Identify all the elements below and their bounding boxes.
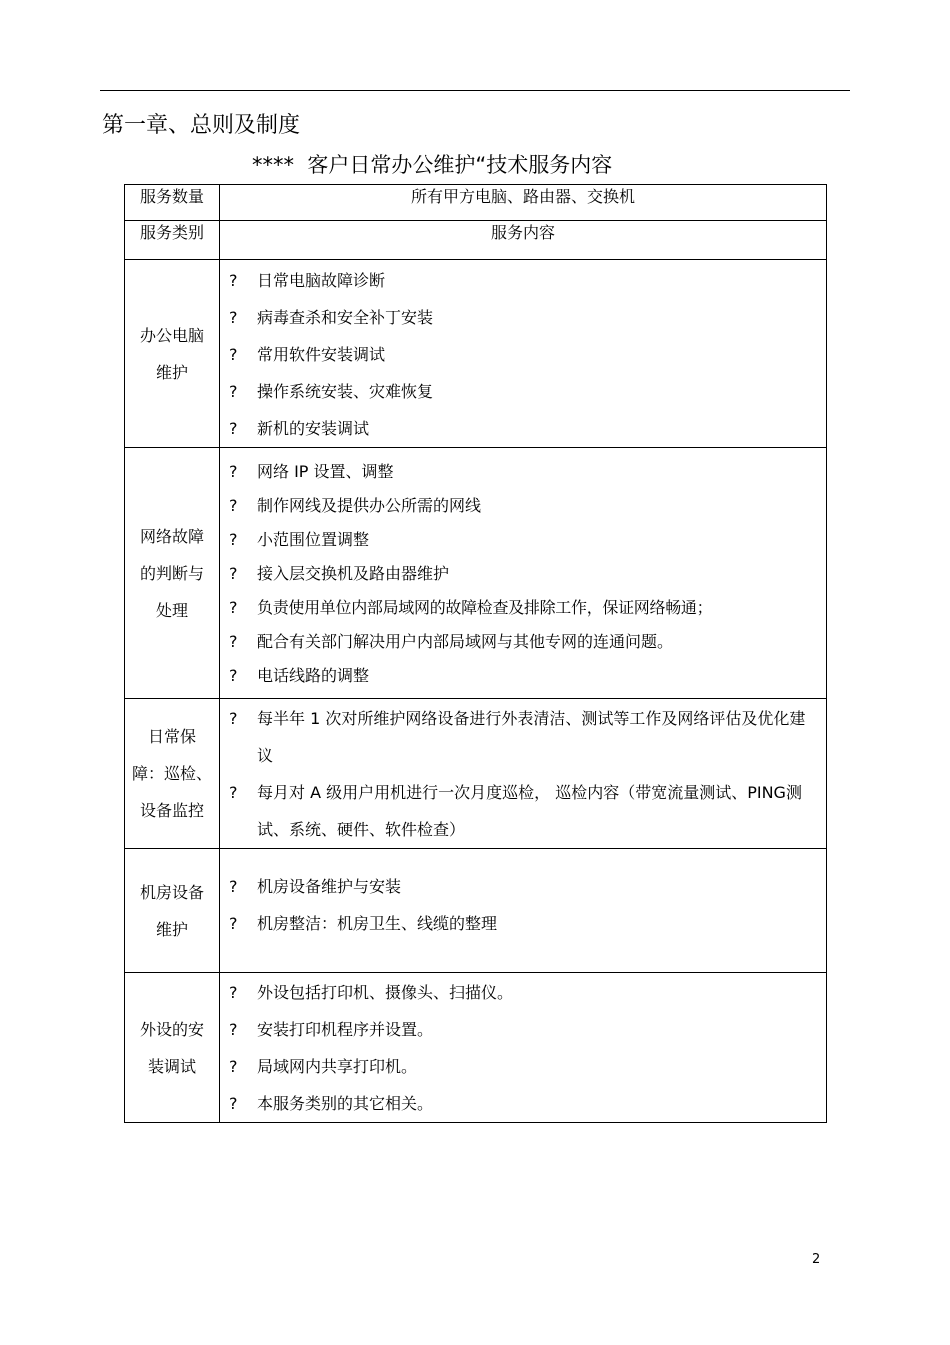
row-value: 所有甲方电脑、路由器、交换机	[220, 185, 827, 221]
list-item: ? 日常电脑故障诊断	[220, 262, 826, 299]
bullet-icon: ?	[229, 530, 238, 549]
list-item: ? 网络 IP 设置、调整	[220, 455, 826, 489]
category-cell	[125, 973, 220, 1123]
table-row-category	[125, 973, 827, 1123]
bullet-icon: ?	[229, 983, 238, 1002]
category-label-line: 网络故障	[139, 526, 204, 546]
table-row-category	[125, 260, 827, 448]
category-label-line: 设备监控	[139, 801, 204, 820]
bullet-icon: ?	[229, 632, 238, 651]
bullet-icon: ?	[229, 462, 238, 481]
items-cell	[220, 260, 827, 448]
category-cell	[125, 699, 220, 849]
category-cell	[125, 448, 220, 699]
bullet-icon: ?	[229, 308, 238, 327]
list-item: ? 制作网线及提供办公所需的网线	[220, 489, 826, 523]
bullet-icon: ?	[229, 564, 238, 583]
list-item: ? 接入层交换机及路由器维护	[220, 557, 826, 591]
list-item: ? 操作系统安装、灾难恢复	[220, 373, 826, 410]
table-row-category	[125, 448, 827, 699]
category-cell	[125, 260, 220, 448]
category-label-line: 外设的安	[139, 1019, 204, 1039]
page-number: 2	[812, 1252, 821, 1267]
row-value: 服务内容	[220, 221, 827, 260]
items-cell	[220, 973, 827, 1123]
category-cell	[125, 849, 220, 973]
table-row-quantity	[125, 185, 827, 221]
bullet-icon: ?	[229, 783, 238, 802]
category-label-line: 机房设备	[139, 882, 204, 902]
items-cell	[220, 849, 827, 973]
bullet-icon: ?	[229, 1057, 238, 1076]
category-label-line: 维护	[155, 362, 188, 382]
header-rule	[100, 90, 850, 91]
list-item: ? 新机的安装调试	[220, 410, 826, 447]
list-item: ? 局域网内共享打印机。	[220, 1048, 826, 1085]
category-label-line: 办公电脑	[139, 325, 204, 345]
items-cell	[220, 448, 827, 699]
table-row-category	[125, 699, 827, 849]
list-item: ? 小范围位置调整	[220, 523, 826, 557]
bullet-icon: ?	[229, 496, 238, 515]
row-label: 服务类别	[125, 221, 220, 260]
document-title: **** 客户日常办公维护“技术服务内容	[252, 153, 613, 177]
chapter-title: 第一章、总则及制度	[102, 113, 301, 138]
category-label-line: 处理	[155, 600, 188, 620]
bullet-icon: ?	[229, 666, 238, 685]
items-cell	[220, 699, 827, 849]
bullet-icon: ?	[229, 709, 238, 728]
category-label-line: 的判断与	[139, 563, 204, 583]
service-table	[124, 184, 827, 1123]
table-row-category	[125, 849, 827, 973]
list-item: ? 常用软件安装调试	[220, 336, 826, 373]
bullet-icon: ?	[229, 271, 238, 290]
category-label-line: 维护	[155, 919, 188, 939]
list-item: ? 电话线路的调整	[220, 659, 826, 693]
bullet-icon: ?	[229, 877, 238, 896]
list-item: ? 机房设备维护与安装	[220, 868, 826, 905]
list-item: ? 机房整洁：机房卫生、线缆的整理	[220, 905, 826, 942]
category-label-line: 障：巡检、	[131, 764, 212, 783]
list-item: ? 安装打印机程序并设置。	[220, 1011, 826, 1048]
bullet-icon: ?	[229, 598, 238, 617]
list-item: ? 负责使用单位内部局域网的故障检查及排除工作，保证网络畅通；	[220, 591, 826, 625]
list-item: ? 本服务类别的其它相关。	[220, 1085, 826, 1122]
bullet-icon: ?	[229, 419, 238, 438]
bullet-icon: ?	[229, 914, 238, 933]
bullet-icon: ?	[229, 1094, 238, 1113]
bullet-icon: ?	[229, 382, 238, 401]
bullet-icon: ?	[229, 345, 238, 364]
list-item: ? 配合有关部门解决用户内部局域网与其他专网的连通问题。	[220, 625, 826, 659]
list-item: ? 每月对 A 级用户用机进行一次月度巡检， 巡检内容（带宽流量测试、PING测试、系统、硬件、软件检查）	[220, 774, 826, 848]
category-label-line: 日常保	[147, 727, 196, 746]
list-item: ? 每半年 1 次对所维护网络设备进行外表清洁、测试等工作及网络评估及优化建议	[220, 700, 826, 774]
category-label-line: 装调试	[147, 1056, 196, 1076]
bullet-icon: ?	[229, 1020, 238, 1039]
row-label: 服务数量	[125, 185, 220, 221]
table-row-header	[125, 221, 827, 260]
list-item: ? 病毒查杀和安全补丁安装	[220, 299, 826, 336]
list-item: ? 外设包括打印机、摄像头、扫描仪。	[220, 974, 826, 1011]
